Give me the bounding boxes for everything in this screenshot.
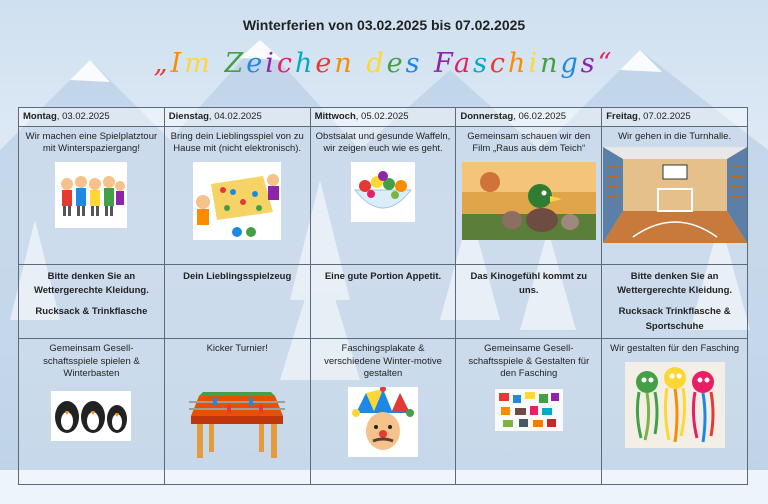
- banner-letter: h: [508, 48, 529, 79]
- afternoon-cell-tuesday: [164, 338, 310, 484]
- header-row: [19, 108, 748, 127]
- notes-cell-monday: [19, 264, 165, 338]
- afternoon-cell-friday: [602, 338, 748, 484]
- banner-letter: c: [489, 48, 509, 79]
- afternoon-text: Gemeinsame Gesell-schaftsspiele & Gestalten für den Fasching: [468, 342, 590, 380]
- paper-octopus-icon: [625, 362, 725, 448]
- note-line: Das Kinogefühl kommt zu uns.: [470, 270, 588, 297]
- banner-letter: e: [386, 48, 406, 79]
- foosball-table-icon: [189, 362, 285, 460]
- note-line: Rucksack Trinkflasche & Sportschuhe: [618, 305, 731, 332]
- gym-hall-icon: [603, 147, 747, 243]
- banner-letter: F: [434, 48, 454, 79]
- day-header-wednesday: Mittwoch, 05.02.2025: [310, 108, 456, 127]
- activity-text: Obstsalat und gesunde Waffeln, wir zeigen euch wie es geht.: [315, 130, 451, 155]
- afternoon-text: Kicker Turnier!: [206, 342, 268, 354]
- afternoon-text: Wir gestalten für den Fasching: [610, 342, 740, 354]
- note-line: Bitte denken Sie an Wettergerechte Kleidung.: [617, 270, 733, 297]
- kids-walking-icon: [55, 162, 127, 228]
- banner-letter: s: [580, 48, 598, 79]
- weekly-schedule-table: [18, 107, 748, 485]
- page-title: Winterferien von 03.02.2025 bis 07.02.2025: [242, 17, 526, 33]
- notes-cell-friday: [602, 264, 748, 338]
- day-header-tuesday: Dienstag, 04.02.2025: [164, 108, 310, 127]
- board-game-icon: [193, 162, 281, 240]
- banner-letter: [213, 48, 225, 79]
- afternoon-cell-monday: [19, 338, 165, 484]
- banner-letter: n: [334, 48, 355, 79]
- banner-letter: d: [366, 48, 387, 79]
- afternoon-text: Faschingsplakate & verschiedene Winter-motive gestalten: [324, 342, 442, 380]
- banner-letter: I: [170, 48, 185, 79]
- banner-letter: „: [153, 48, 171, 79]
- banner-letter: “: [597, 48, 615, 79]
- activity-cell-wednesday: [310, 126, 456, 264]
- activity-cell-friday: [602, 126, 748, 264]
- afternoon-cell-wednesday: [310, 338, 456, 484]
- activity-text: Gemeinsam schauen wir den Film „Raus aus dem Teich“: [467, 130, 591, 155]
- banner-letter: g: [560, 48, 581, 79]
- notes-cell-tuesday: [164, 264, 310, 338]
- note-line: Bitte denken Sie an Wettergerechte Kleidung.: [33, 270, 149, 297]
- notes-row: [19, 264, 748, 338]
- banner-letter: [355, 48, 367, 79]
- activity-text: Wir gehen in die Turnhalle.: [618, 130, 732, 142]
- notes-cell-thursday: [456, 264, 602, 338]
- banner-letter: [422, 48, 434, 79]
- notes-cell-wednesday: [310, 264, 456, 338]
- duck-movie-icon: [462, 162, 596, 240]
- crafts-collage-icon: [495, 389, 563, 431]
- afternoon-row: [19, 338, 748, 484]
- day-header-monday: Montag, 03.02.2025: [19, 108, 165, 127]
- note-line: Eine gute Portion Appetit.: [324, 270, 442, 282]
- day-header-friday: Freitag, 07.02.2025: [602, 108, 748, 127]
- activity-text: Bring dein Lieblingsspiel von zu Hause mit (nicht elektronisch).: [170, 130, 304, 155]
- motto-banner: [0, 48, 768, 79]
- banner-letter: s: [405, 48, 423, 79]
- activity-text: Wir machen eine Spielplatztour mit Winterspaziergang!: [25, 130, 158, 155]
- banner-letter: a: [453, 48, 474, 79]
- banner-letter: m: [184, 48, 213, 79]
- banner-letter: c: [276, 48, 295, 79]
- activity-row: [19, 126, 748, 264]
- activity-cell-monday: [19, 126, 165, 264]
- jester-icon: [348, 387, 418, 457]
- note-line: Rucksack & Trinkflasche: [35, 305, 148, 317]
- banner-letter: i: [528, 48, 541, 79]
- afternoon-text: Gemeinsam Gesell-schaftsspiele spielen & Winterbasten: [43, 342, 140, 380]
- banner-letter: Z: [224, 48, 247, 79]
- banner-letter: h: [294, 48, 316, 79]
- fruit-salad-icon: [351, 162, 415, 222]
- activity-cell-tuesday: [164, 126, 310, 264]
- banner-letter: e: [315, 48, 335, 79]
- banner-letter: s: [473, 48, 490, 79]
- note-line: Dein Lieblingsspielzeug: [183, 270, 292, 282]
- banner-letter: i: [265, 48, 277, 79]
- banner-letter: e: [246, 48, 266, 79]
- banner-letter: n: [540, 48, 561, 79]
- penguin-handprint-icon: [51, 391, 131, 441]
- activity-cell-thursday: [456, 126, 602, 264]
- afternoon-cell-thursday: [456, 338, 602, 484]
- day-header-thursday: Donnerstag, 06.02.2025: [456, 108, 602, 127]
